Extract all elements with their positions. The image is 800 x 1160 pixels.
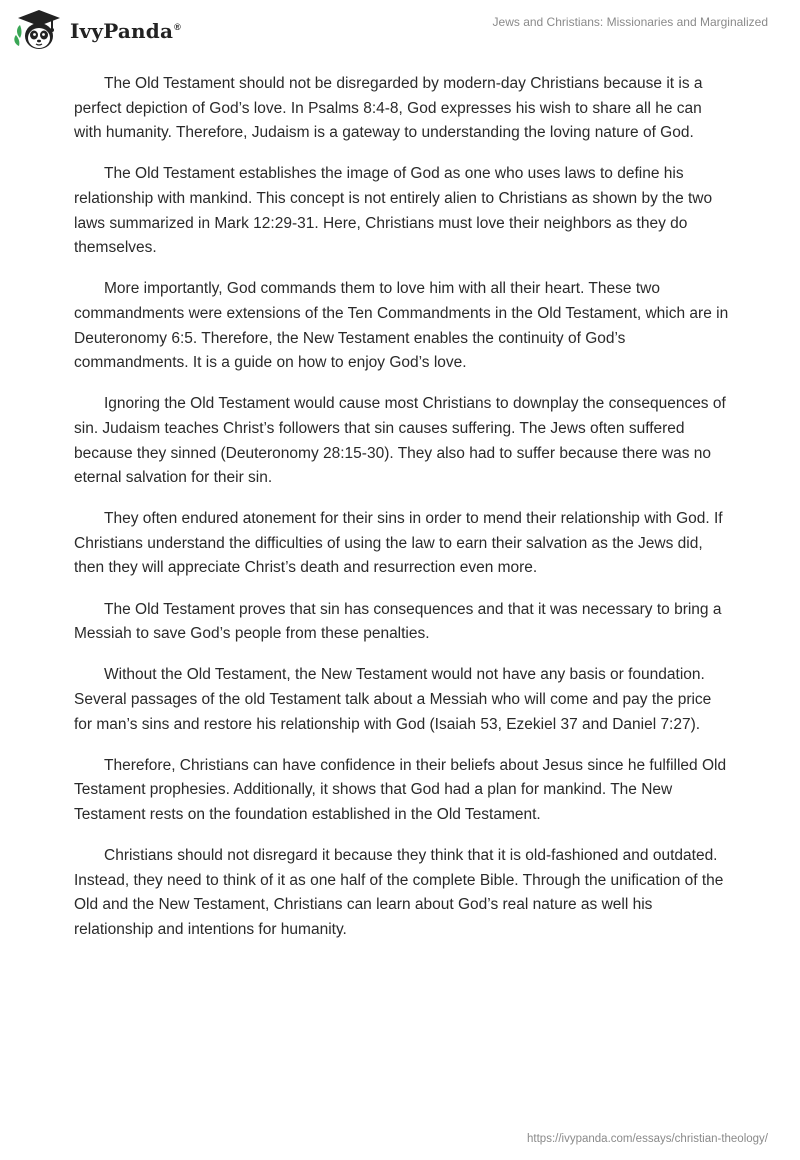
panda-graduation-cap-icon [14, 8, 64, 54]
paragraph: Christians should not disregard it because they think that it is old-fashioned and outdated. Instead, they need to think of it as one half of the complete Bible. Through the unification of the Old and the New Testament, Christians can learn about God’s real nature as well his relationship and intentions for humanity. [74, 847, 724, 938]
ivypanda-logo[interactable] [14, 8, 181, 54]
paragraph: The Old Testament establishes the image of God as one who uses laws to define his relationship with mankind. This concept is not entirely alien to Christians as shown by the two laws summarized in Mark 12:29-31. Here, Christians must love their neighbors as they do themselves. [74, 165, 713, 257]
paragraph: They often endured atonement for their sins in order to mend their relationship with God. If Christians understand the difficulties of using the law to earn their salvation as the Jews did, then they will appreciate Christ’s death and resurrection even more. [74, 510, 723, 577]
essay-body [74, 72, 730, 959]
paragraph: Without the Old Testament, the New Testament would not have any basis or foundation. Several passages of the old Testament talk about a Messiah who will come and pay the price for man’s sins and restore his relationship with God (Isaiah 53, Ezekiel 37 and Daniel 7:27). [74, 666, 712, 733]
paragraph: Therefore, Christians can have confidence in their beliefs about Jesus since he fulfilled Old Testament prophesies. Additionally, it shows that God had a plan for mankind. The New Testament rests on the foundation established in the Old Testament. [74, 756, 727, 823]
page-header [0, 0, 800, 64]
source-url[interactable]: https://ivypanda.com/essays/christian-theology/ [527, 1133, 768, 1145]
document-title: Jews and Christians: Missionaries and Marginalized [492, 15, 768, 29]
brand-name: IvyPanda® [70, 19, 181, 43]
registered-mark: ® [174, 22, 181, 33]
paragraph: The Old Testament should not be disregarded by modern-day Christians because it is a perfect depiction of God’s love. In Psalms 8:4-8, God expresses his wish to share all he can with humanity. Therefore, Judaism is a gateway to understanding the loving nature of God. [74, 75, 703, 142]
paragraph: Ignoring the Old Testament would cause most Christians to downplay the consequences of sin. Judaism teaches Christ’s followers that sin causes suffering. The Jews often suffered because they sinned (Deuteronomy 28:15-30). They also had to suffer because there was no eternal salvation for their sin. [74, 395, 726, 487]
paragraph: The Old Testament proves that sin has consequences and that it was necessary to bring a Messiah to save God’s people from these penalties. [74, 600, 722, 643]
paragraph: More importantly, God commands them to love him with all their heart. These two commandments were extensions of the Ten Commandments in the Old Testament, which are in Deuteronomy 6:5. Therefore, the New Testament enables the continuity of God’s commandments. It is a guide on how to enjoy God’s love. [74, 280, 729, 372]
